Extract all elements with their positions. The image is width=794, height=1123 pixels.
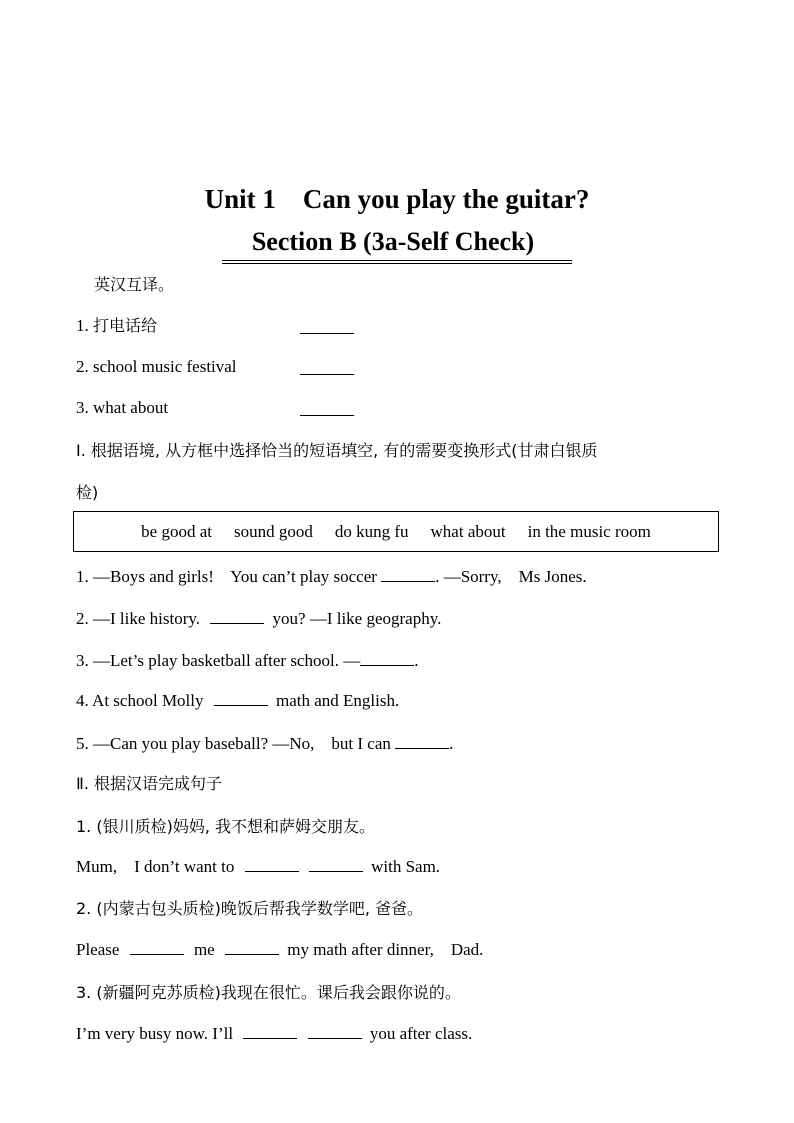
part1-item-4 xyxy=(76,690,399,712)
sentence-text: 4. At school Molly xyxy=(76,691,204,710)
answer-blank[interactable] xyxy=(300,401,354,416)
translate-item-3 xyxy=(76,397,168,419)
part1-item-5 xyxy=(76,733,453,755)
sentence-text: Please xyxy=(76,940,120,959)
answer-blank[interactable] xyxy=(225,940,279,955)
answer-blank[interactable] xyxy=(360,651,414,666)
word-box xyxy=(73,511,719,552)
sentence-text: math and English. xyxy=(276,691,400,710)
sentence-text: 1. —Boys and girls! You can’t play soccer xyxy=(76,567,377,586)
part2-item-2-en xyxy=(76,939,483,961)
part1-heading-cont: 检) xyxy=(76,483,99,502)
part1-item-3 xyxy=(76,650,418,672)
item-text: 打电话给 xyxy=(93,316,158,335)
sentence-text: 2. —I like history. xyxy=(76,609,201,628)
word-option: sound good xyxy=(233,521,313,541)
answer-blank[interactable] xyxy=(381,567,435,582)
part2-item-3-cn: 3. (新疆阿克苏质检)我现在很忙。课后我会跟你说的。 xyxy=(76,983,461,1002)
part2-heading: Ⅱ. 根据汉语完成句子 xyxy=(76,774,223,793)
section-title-text: Section B (3a-Self Check) xyxy=(222,226,572,264)
answer-blank[interactable] xyxy=(214,691,268,706)
answer-blank[interactable] xyxy=(300,319,354,334)
sentence-text: Mum, I don’t want to xyxy=(76,857,235,876)
sentence-text: 5. —Can you play baseball? —No, but I can xyxy=(76,734,391,753)
part1-item-2 xyxy=(76,608,441,630)
sentence-text: I’m very busy now. I’ll xyxy=(76,1024,234,1043)
sentence-text: . xyxy=(414,651,419,670)
unit-title: Unit 1 Can you play the guitar? xyxy=(204,184,590,214)
item-text: school music festival xyxy=(93,357,237,376)
item-text: what about xyxy=(93,398,169,417)
answer-blank[interactable] xyxy=(245,857,299,872)
word-option: do kung fu xyxy=(334,521,409,541)
answer-blank[interactable] xyxy=(395,734,449,749)
sentence-text: my math after dinner, Dad. xyxy=(287,940,484,959)
answer-blank[interactable] xyxy=(243,1024,297,1039)
sentence-text: 3. —Let’s play basketball after school. — xyxy=(76,651,361,670)
item-number: 3. xyxy=(76,398,89,417)
part2-item-1-en xyxy=(76,856,440,878)
answer-blank[interactable] xyxy=(130,940,184,955)
sentence-text: . —Sorry, Ms Jones. xyxy=(435,567,587,586)
sentence-text: with Sam. xyxy=(371,857,441,876)
sentence-text: me xyxy=(193,940,215,959)
part2-item-1-cn: 1. (银川质检)妈妈, 我不想和萨姆交朋友。 xyxy=(76,817,376,836)
part2-item-2-cn: 2. (内蒙古包头质检)晚饭后帮我学数学吧, 爸爸。 xyxy=(76,899,424,918)
translate-item-2 xyxy=(76,356,237,378)
translate-heading: 英汉互译。 xyxy=(94,275,175,294)
part1-heading: Ⅰ. 根据语境, 从方框中选择恰当的短语填空, 有的需要变换形式(甘肃白银质 xyxy=(76,441,598,460)
item-number: 2. xyxy=(76,357,89,376)
part1-item-1 xyxy=(76,566,587,588)
word-option: what about xyxy=(430,521,506,541)
translate-item-1 xyxy=(76,315,157,337)
answer-blank[interactable] xyxy=(308,1024,362,1039)
answer-blank[interactable] xyxy=(309,857,363,872)
page-title xyxy=(0,183,794,215)
part2-item-3-en xyxy=(76,1023,472,1045)
sentence-text: you after class. xyxy=(369,1024,473,1043)
sentence-text: . xyxy=(449,734,454,753)
section-title xyxy=(0,226,794,264)
word-option: in the music room xyxy=(527,521,651,541)
answer-blank[interactable] xyxy=(210,609,264,624)
answer-blank[interactable] xyxy=(300,360,354,375)
sentence-text: you? —I like geography. xyxy=(272,609,442,628)
word-option: be good at xyxy=(141,521,212,541)
item-number: 1. xyxy=(76,316,89,335)
